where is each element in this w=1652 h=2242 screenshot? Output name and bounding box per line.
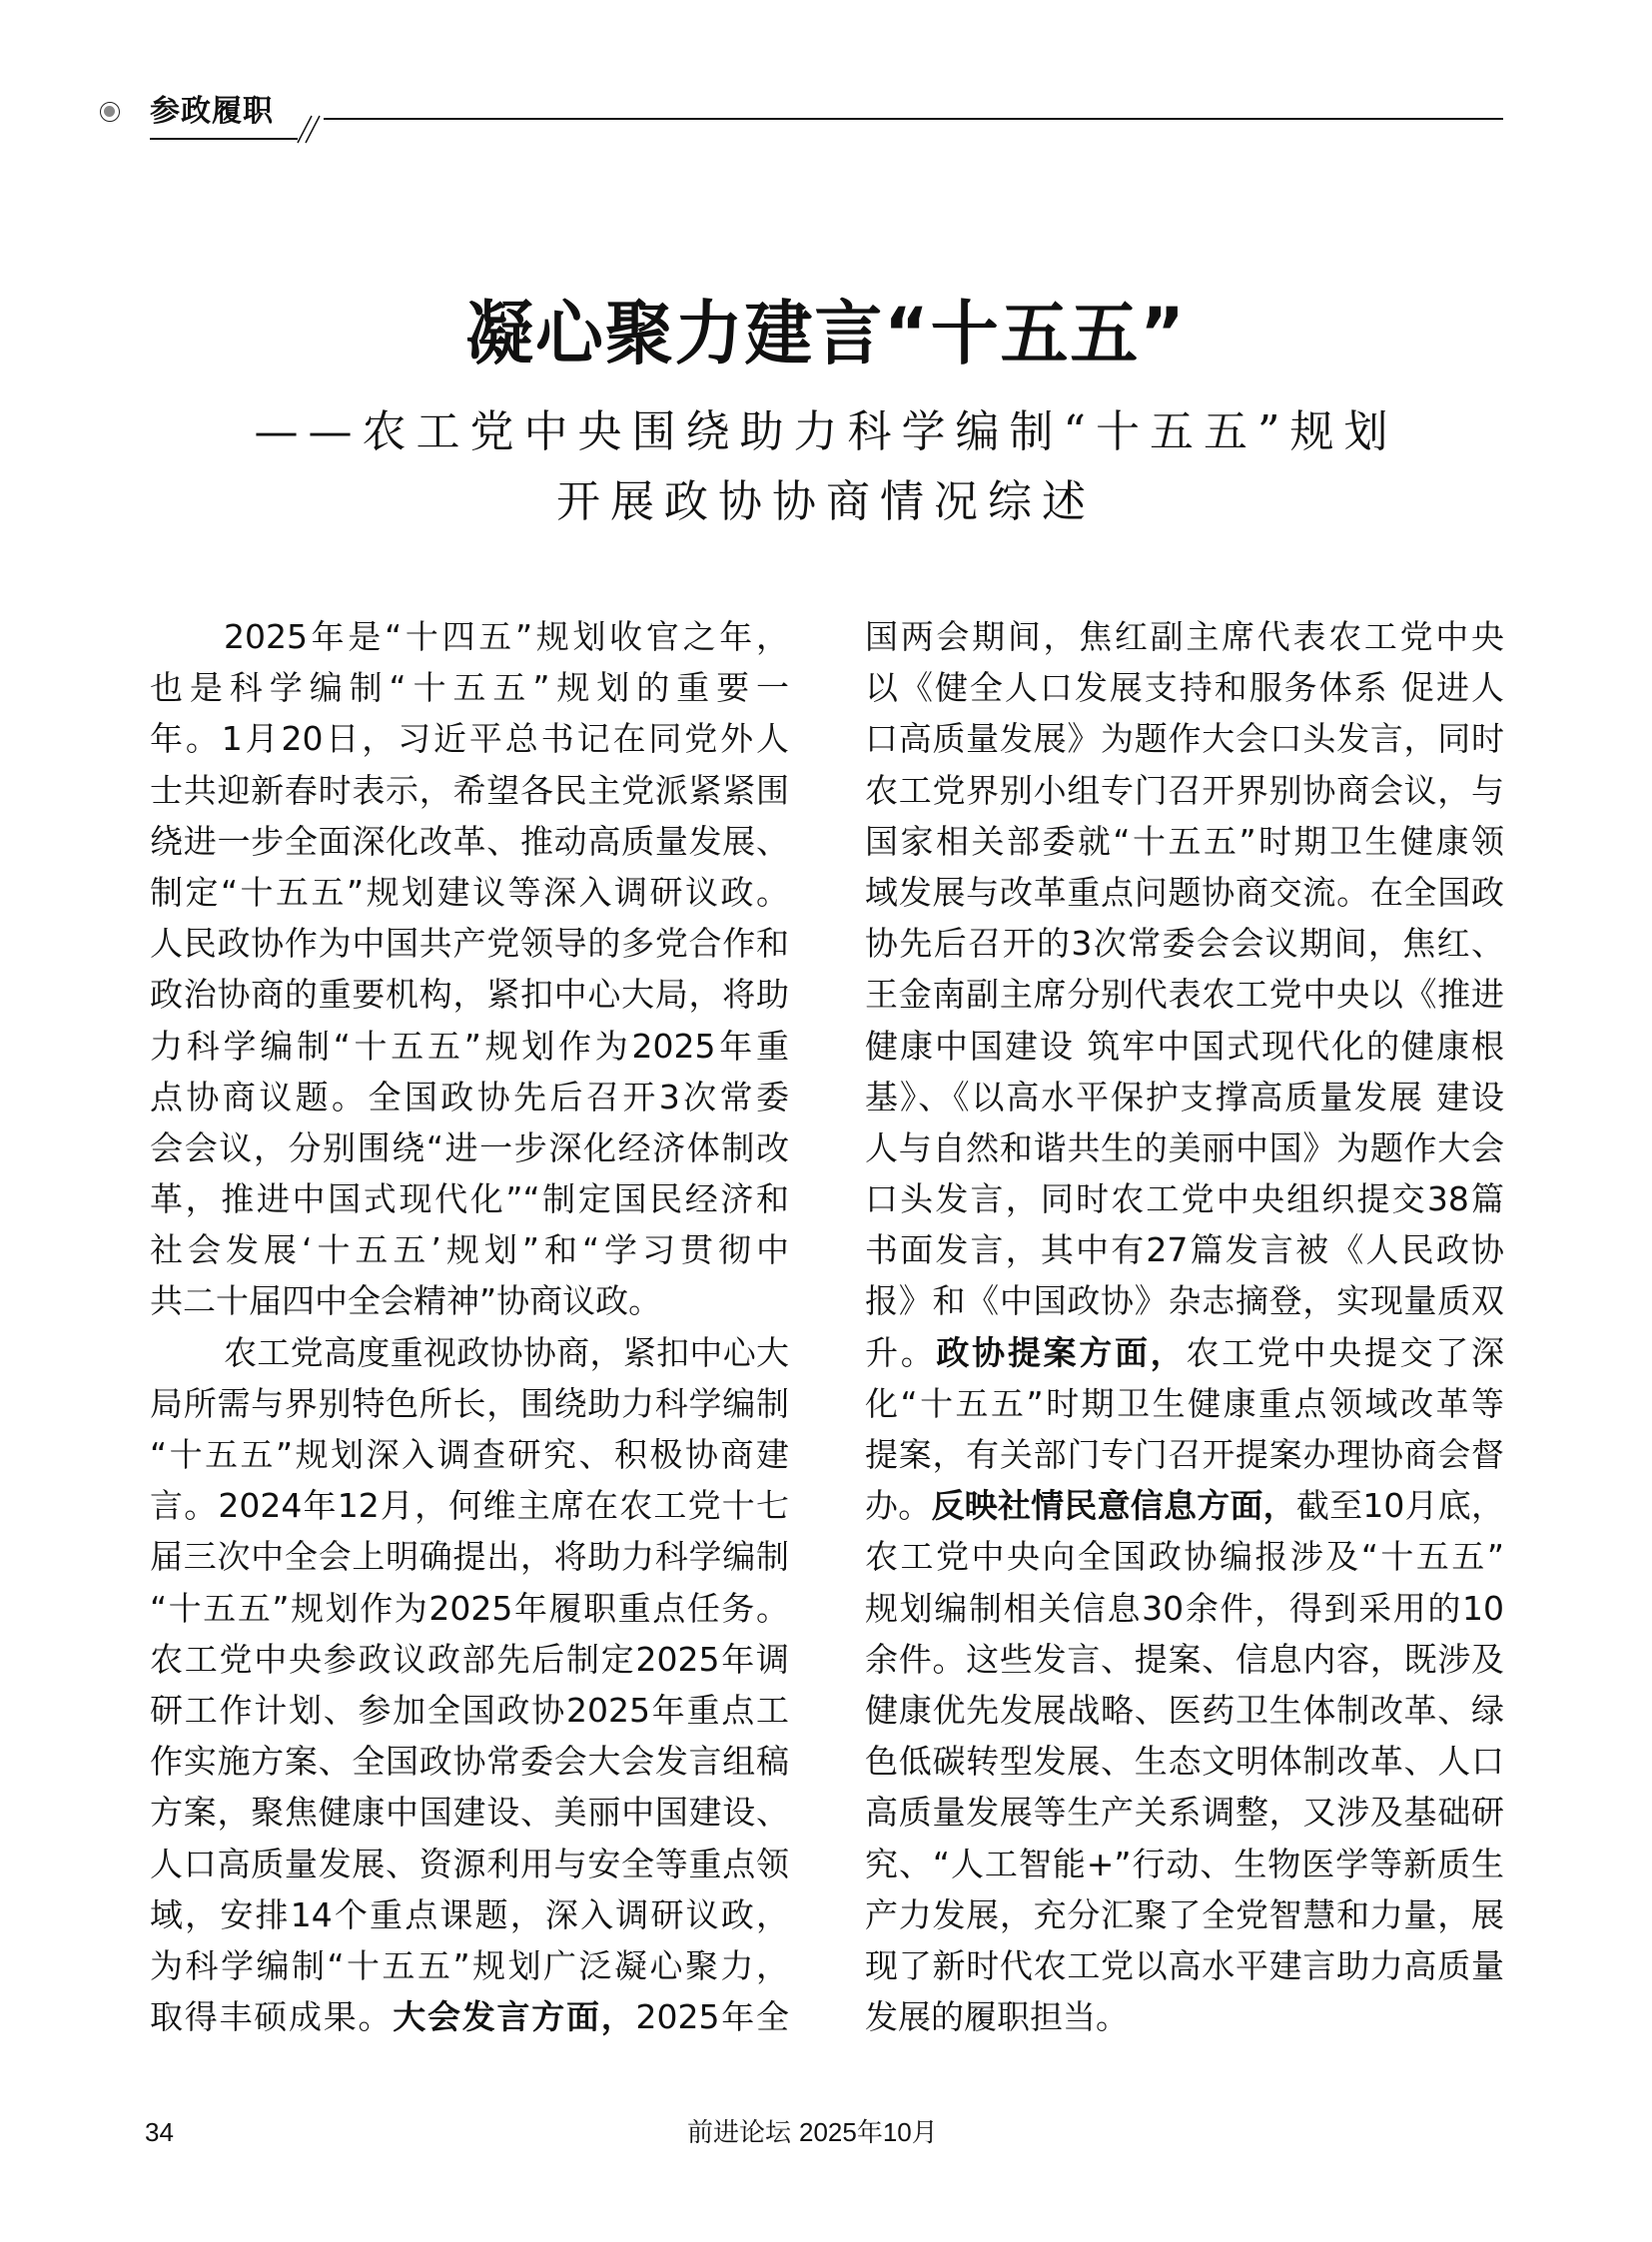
text-segment: 年。1月20日，习近平总书记在同党外人 (150, 719, 789, 759)
page-number: 34 (145, 2117, 174, 2147)
text-segment: 基》、《以高水平保护支撑高质量发展 建设 (865, 1077, 1504, 1117)
bold-lead-in: 大会发言方面， (393, 1997, 636, 2037)
text-segment: 力科学编制“十五五”规划作为2025年重 (150, 1026, 789, 1066)
body-text-line (865, 1634, 1504, 1685)
text-segment: 健康中国建设 筑牢中国式现代化的健康根 (865, 1026, 1504, 1066)
text-segment: 截至10月底， (1295, 1486, 1504, 1526)
body-text-line (865, 1889, 1504, 1940)
body-text-line (865, 918, 1504, 969)
text-segment: 人民政协作为中国共产党领导的多党合作和 (150, 924, 789, 964)
text-segment: 农工党中央提交了深 (1186, 1332, 1504, 1372)
body-text-line (150, 816, 789, 867)
text-segment: 产力发展，充分汇聚了全党智慧和力量，展 (865, 1894, 1504, 1934)
bold-lead-in: 政协提案方面， (936, 1332, 1187, 1372)
body-text-line (150, 1327, 789, 1378)
bold-lead-in: 反映社情民意信息方面， (931, 1486, 1296, 1526)
text-segment: 办。 (865, 1486, 932, 1526)
text-segment: 言。2024年12月，何维主席在农工党十七 (150, 1486, 789, 1526)
text-segment: 口头发言，同时农工党中央组织提交38篇 (865, 1179, 1504, 1219)
body-text-line (865, 662, 1504, 713)
body-text-line (150, 765, 789, 816)
text-segment: 升。 (865, 1332, 937, 1372)
body-text-line (865, 1021, 1504, 1072)
body-text-line (865, 765, 1504, 816)
body-text-line (150, 918, 789, 969)
text-segment: “十五五”规划深入调查研究、积极协商建 (150, 1435, 789, 1474)
text-segment: 会会议，分别围绕“进一步深化经济体制改 (150, 1127, 789, 1167)
text-segment: 协先后召开的3次常委会会议期间，焦红、 (865, 924, 1504, 964)
text-segment: 国家相关部委就“十五五”时期卫生健康领 (865, 821, 1504, 861)
article-subtitle-line-1: ——农工党中央围绕助力科学编制“十五五”规划 (254, 406, 1398, 457)
body-text-line (150, 1224, 789, 1275)
body-text-line (150, 1429, 789, 1480)
body-column-right (865, 611, 1504, 2042)
body-column-left (150, 611, 789, 2042)
text-segment: 农工党界别小组专门召开界别协商会议，与 (865, 770, 1504, 810)
body-text-line (865, 816, 1504, 867)
text-segment: 高质量发展等生产关系调整，又涉及基础研 (865, 1793, 1504, 1833)
text-segment: 共二十届四中全会精神”协商议政。 (150, 1281, 662, 1321)
body-text-line (150, 1122, 789, 1173)
article-subtitle-line-2: 开展政协协商情况综述 (556, 476, 1096, 527)
issue-date: 2025年10月 (799, 2117, 938, 2147)
body-text-line (865, 1991, 1504, 2042)
body-text-line (865, 1940, 1504, 1991)
body-text-line (150, 1275, 789, 1326)
body-text-line (865, 1122, 1504, 1173)
body-text-line (150, 662, 789, 713)
body-text-line (865, 969, 1504, 1020)
text-segment: 点协商议题。全国政协先后召开3次常委 (150, 1077, 789, 1117)
body-text-line (865, 1787, 1504, 1838)
text-segment: 规划编制相关信息30余件，得到采用的10 (865, 1588, 1504, 1628)
text-segment: 绕进一步全面深化改革、推动高质量发展、 (150, 821, 789, 861)
text-segment: 革，推进中国式现代化”“制定国民经济和 (150, 1179, 789, 1219)
text-segment: 也是科学编制“十五五”规划的重要一 (150, 668, 789, 708)
body-text-line (865, 1480, 1504, 1531)
header-rule (0, 0, 1652, 160)
text-segment: 农工党中央参政议政部先后制定2025年调 (150, 1639, 789, 1679)
body-text-line (150, 1173, 789, 1224)
body-text-line (150, 1378, 789, 1429)
text-segment: 域，安排14个重点课题，深入调研议政， (150, 1894, 789, 1934)
body-text-line (865, 1736, 1504, 1787)
text-segment: 国两会期间，焦红副主席代表农工党中央 (865, 617, 1504, 656)
body-text-line (865, 1531, 1504, 1582)
body-text-line (150, 611, 789, 662)
body-text-line (150, 1839, 789, 1889)
article-title: 凝心聚力建言“十五五” (465, 293, 1187, 374)
text-segment: “十五五”规划作为2025年履职重点任务。 (150, 1588, 789, 1628)
magazine-name: 前进论坛 (687, 2117, 792, 2147)
body-text-line (150, 1787, 789, 1838)
text-segment: 余件。这些发言、提案、信息内容，既涉及 (865, 1639, 1504, 1679)
text-segment: 政治协商的重要机构，紧扣中心大局，将助 (150, 975, 789, 1015)
body-text-line (865, 713, 1504, 764)
body-text-line (865, 611, 1504, 662)
text-segment: 取得丰硕成果。 (150, 1997, 394, 2037)
body-text-line (865, 1327, 1504, 1378)
body-text-line (150, 1634, 789, 1685)
text-segment: 制定“十五五”规划建议等深入调研议政。 (150, 872, 789, 912)
text-segment: 域发展与改革重点问题协商交流。在全国政 (865, 872, 1504, 912)
text-segment: 届三次中全会上明确提出，将助力科学编制 (150, 1537, 789, 1577)
text-segment: 口高质量发展》为题作大会口头发言，同时 (865, 719, 1504, 759)
text-segment: 王金南副主席分别代表农工党中央以《推进 (865, 975, 1504, 1015)
body-text-line (865, 1429, 1504, 1480)
text-segment: 人口高质量发展、资源利用与安全等重点领 (150, 1844, 789, 1883)
body-text-line (150, 1021, 789, 1072)
text-segment: 局所需与界别特色所长，围绕助力科学编制 (150, 1383, 789, 1423)
body-text-line (150, 1583, 789, 1634)
text-segment: 士共迎新春时表示，希望各民主党派紧紧围 (150, 770, 789, 810)
body-text-line (150, 1480, 789, 1531)
body-text-line (865, 1173, 1504, 1224)
body-text-line (150, 1889, 789, 1940)
header-rule-slash-2 (306, 116, 320, 143)
body-text-line (865, 1685, 1504, 1736)
text-segment: 报》和《中国政协》杂志摘登，实现量质双 (865, 1281, 1504, 1321)
body-text-line (150, 1072, 789, 1122)
body-text-line (150, 1685, 789, 1736)
text-segment: 人与自然和谐共生的美丽中国》为题作大会 (865, 1127, 1504, 1167)
text-segment: 发展的履职担当。 (865, 1997, 1129, 2037)
body-text-line (150, 1736, 789, 1787)
text-segment: 农工党中央向全国政协编报涉及“十五五” (865, 1537, 1504, 1577)
text-segment: 作实施方案、全国政协常委会大会发言组稿 (150, 1742, 789, 1782)
text-segment: 健康优先发展战略、医药卫生体制改革、绿 (865, 1690, 1504, 1730)
body-text-line (865, 1072, 1504, 1122)
text-segment: 研工作计划、参加全国政协2025年重点工 (150, 1690, 789, 1730)
text-segment: 农工党高度重视政协协商，紧扣中心大 (224, 1332, 789, 1372)
header-rule-slash-1 (298, 116, 312, 143)
body-text-line (150, 969, 789, 1020)
text-segment: 2025年是“十四五”规划收官之年， (224, 617, 789, 656)
body-text-line (865, 1275, 1504, 1326)
body-text-line (865, 1378, 1504, 1429)
text-segment: 2025年全 (635, 1997, 789, 2037)
body-text-line (150, 1531, 789, 1582)
text-segment: 社会发展‘十五五’规划”和“学习贯彻中 (150, 1230, 789, 1270)
text-segment: 究、“人工智能+”行动、生物医学等新质生 (865, 1844, 1504, 1883)
body-text-line (865, 1583, 1504, 1634)
section-label: 参政履职 (150, 94, 274, 129)
text-segment: 为科学编制“十五五”规划广泛凝心聚力， (150, 1945, 789, 1985)
text-segment: 书面发言，其中有27篇发言被《人民政协 (865, 1230, 1504, 1270)
text-segment: 色低碳转型发展、生态文明体制改革、人口 (865, 1742, 1504, 1782)
body-text-line (150, 867, 789, 918)
text-segment: 以《健全人口发展支持和服务体系 促进人 (865, 668, 1504, 708)
body-text-line (865, 867, 1504, 918)
body-text-line (150, 1940, 789, 1991)
body-text-line (865, 1839, 1504, 1889)
text-segment: 提案，有关部门专门召开提案办理协商会督 (865, 1435, 1504, 1474)
body-text-line (150, 713, 789, 764)
text-segment: 方案，聚焦健康中国建设、美丽中国建设、 (150, 1793, 789, 1833)
text-segment: 化“十五五”时期卫生健康重点领域改革等 (865, 1383, 1504, 1423)
body-text-line (150, 1991, 789, 2042)
body-text-line (865, 1224, 1504, 1275)
text-segment: 现了新时代农工党以高水平建言助力高质量 (865, 1945, 1504, 1985)
